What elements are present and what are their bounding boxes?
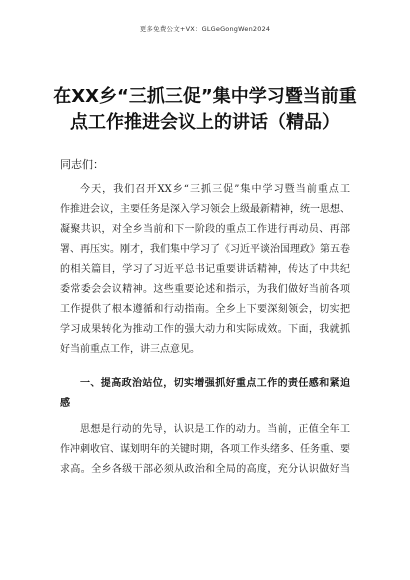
paragraph-line: 好当前重点工作，讲三点意见。 [60, 344, 200, 355]
title-line: 点工作推进会议上的讲话（精品） [70, 112, 340, 133]
paragraph-line: 求高。全乡各级干部必须从政治和全局的高度，充分认识做好当 [60, 464, 350, 475]
paragraph-line: 思想是行动的先导，认识是工作的动力。当前，正值全年工 [80, 424, 350, 435]
heading-line: 一、提高政治站位，切实增强抓好重点工作的责任感和紧迫 [80, 378, 350, 389]
header-note: 更多免费公文+VX：GLGeGongWen2024 [139, 25, 271, 33]
paragraph-section1 [60, 420, 350, 480]
title-line: 在XX乡“三抓三促”集中学习暨当前重 [53, 86, 357, 107]
salutation: 同志们： [60, 158, 104, 171]
heading-line: 感 [60, 398, 70, 409]
paragraph-line: 署、再压实。刚才，我们集中学习了《习近平谈治国理政》第五卷 [60, 244, 350, 255]
paragraph-line: 工作提供了根本遵循和行动指南。全乡上下要深刻领会，切实把 [60, 304, 350, 315]
paragraph-line: 凝聚共识，对全乡当前和下一阶段的重点工作进行再动员、再部 [60, 224, 350, 235]
paragraph-line: 委常委会会议精神。这些重要论述和指示，为我们做好当前各项 [60, 284, 350, 295]
paragraph-line: 作冲刺收官、谋划明年的关键时期，各项工作头绪多、任务重、要 [60, 444, 350, 455]
paragraph-line: 今天，我们召开XX乡“三抓三促”集中学习暨当前重点工 [80, 184, 350, 195]
paragraph-line: 学习成果转化为推动工作的强大动力和实际成效。下面，我就抓 [60, 324, 350, 335]
paragraph-line: 的相关篇目，学习了习近平总书记重要讲话精神，传达了中共纪 [60, 264, 350, 275]
paragraph-intro [60, 180, 350, 360]
document-title [40, 84, 370, 136]
paragraph-line: 作推进会议，主要任务是深入学习领会上级最新精神，统一思想、 [60, 204, 350, 215]
section-heading-1 [60, 374, 350, 414]
